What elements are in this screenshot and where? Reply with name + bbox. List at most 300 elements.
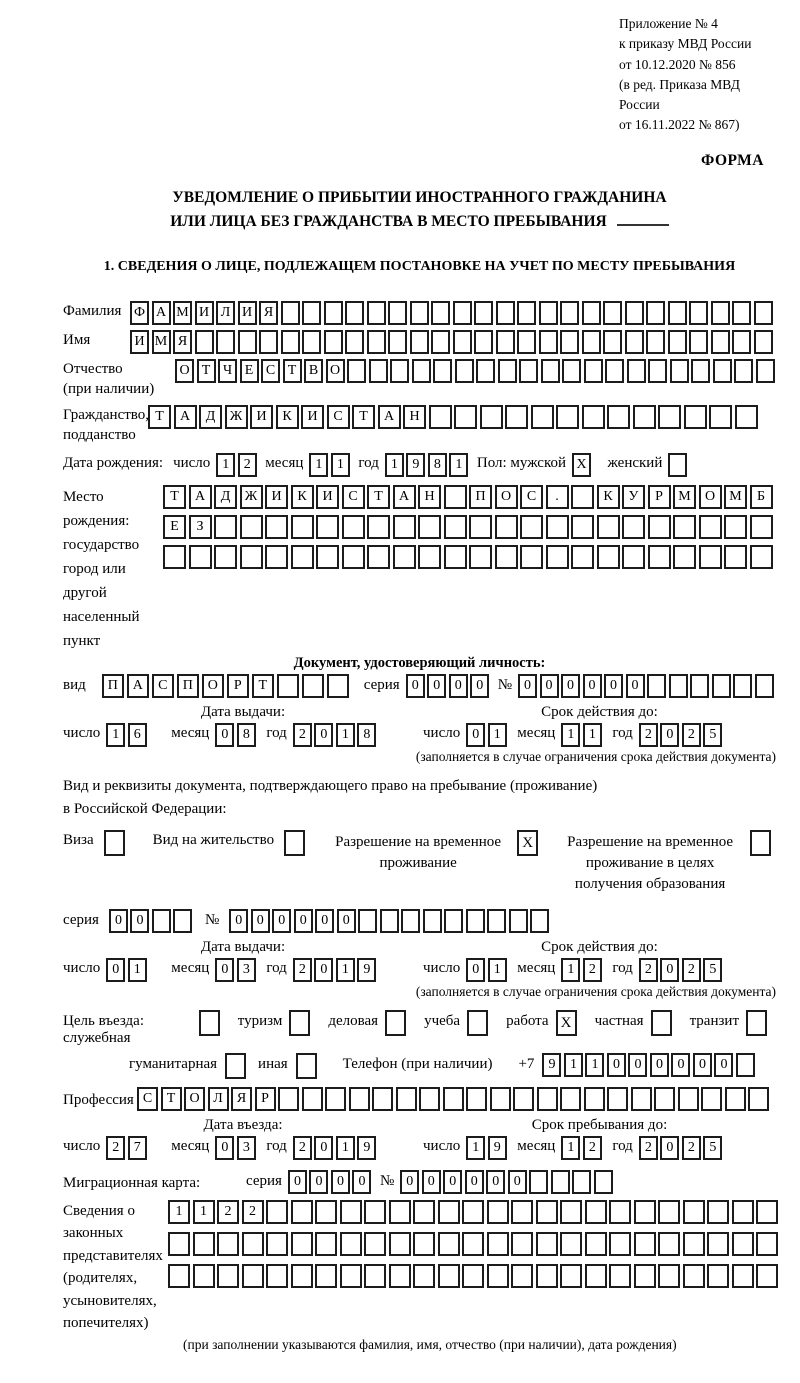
char-cell[interactable]: 0 [466, 723, 485, 747]
char-cell[interactable]: 1 [466, 1136, 485, 1160]
char-cell[interactable] [517, 330, 536, 354]
char-cell[interactable] [340, 1232, 362, 1256]
char-cell[interactable]: 0 [215, 1136, 234, 1160]
purpose-study-checkbox[interactable] [467, 1010, 488, 1036]
char-cell[interactable] [431, 301, 450, 325]
char-cell[interactable] [291, 1264, 313, 1288]
char-cell[interactable] [278, 1087, 299, 1111]
char-cell[interactable] [699, 545, 722, 569]
char-cell[interactable] [369, 359, 388, 383]
char-cell[interactable] [474, 301, 493, 325]
char-cell[interactable] [594, 1170, 613, 1194]
char-cell[interactable] [709, 405, 732, 429]
char-cell[interactable] [634, 1200, 656, 1224]
char-cell[interactable]: Ч [218, 359, 237, 383]
char-cell[interactable] [444, 909, 463, 933]
char-cell[interactable] [340, 1200, 362, 1224]
char-cell[interactable] [712, 674, 731, 698]
char-cell[interactable] [585, 1264, 607, 1288]
char-cell[interactable] [189, 545, 212, 569]
char-cell[interactable] [443, 1087, 464, 1111]
char-cell[interactable]: М [724, 485, 747, 509]
char-cell[interactable] [625, 330, 644, 354]
char-cell[interactable] [302, 301, 321, 325]
char-cell[interactable] [519, 359, 538, 383]
char-cell[interactable] [453, 301, 472, 325]
char-cell[interactable] [689, 301, 708, 325]
char-cell[interactable]: Е [240, 359, 259, 383]
char-cell[interactable] [582, 330, 601, 354]
char-cell[interactable] [476, 359, 495, 383]
char-cell[interactable]: 5 [703, 1136, 722, 1160]
char-cell[interactable] [755, 674, 774, 698]
char-cell[interactable] [668, 301, 687, 325]
char-cell[interactable]: О [326, 359, 345, 383]
char-cell[interactable] [462, 1200, 484, 1224]
char-cell[interactable]: С [520, 485, 543, 509]
char-cell[interactable]: 0 [315, 909, 334, 933]
char-cell[interactable]: С [137, 1087, 158, 1111]
char-cell[interactable] [413, 1200, 435, 1224]
char-cell[interactable] [585, 1200, 607, 1224]
char-cell[interactable]: П [469, 485, 492, 509]
char-cell[interactable] [495, 515, 518, 539]
char-cell[interactable]: 0 [337, 909, 356, 933]
char-cell[interactable]: 1 [449, 453, 468, 477]
char-cell[interactable] [754, 330, 773, 354]
char-cell[interactable] [393, 545, 416, 569]
char-cell[interactable]: 1 [561, 958, 580, 982]
char-cell[interactable] [265, 515, 288, 539]
char-cell[interactable] [750, 545, 773, 569]
char-cell[interactable]: 1 [336, 1136, 355, 1160]
char-cell[interactable]: 0 [215, 723, 234, 747]
char-cell[interactable] [364, 1200, 386, 1224]
char-cell[interactable]: 1 [331, 453, 350, 477]
char-cell[interactable]: 0 [693, 1053, 712, 1077]
char-cell[interactable]: 2 [639, 958, 658, 982]
char-cell[interactable] [511, 1200, 533, 1224]
char-cell[interactable]: Д [214, 485, 237, 509]
char-cell[interactable] [364, 1232, 386, 1256]
char-cell[interactable]: Н [418, 485, 441, 509]
purpose-humanitarian-checkbox[interactable] [225, 1053, 246, 1079]
char-cell[interactable] [388, 301, 407, 325]
char-cell[interactable] [168, 1264, 190, 1288]
char-cell[interactable] [625, 301, 644, 325]
char-cell[interactable]: . [546, 485, 569, 509]
char-cell[interactable]: 1 [583, 723, 602, 747]
char-cell[interactable] [266, 1264, 288, 1288]
sex-male-checkbox[interactable]: X [572, 453, 591, 477]
char-cell[interactable] [647, 674, 666, 698]
char-cell[interactable]: 0 [352, 1170, 371, 1194]
char-cell[interactable] [419, 1087, 440, 1111]
char-cell[interactable] [217, 1232, 239, 1256]
char-cell[interactable] [756, 1264, 778, 1288]
char-cell[interactable]: 0 [422, 1170, 441, 1194]
char-cell[interactable] [302, 674, 324, 698]
char-cell[interactable] [505, 405, 528, 429]
char-cell[interactable] [735, 405, 758, 429]
char-cell[interactable] [214, 515, 237, 539]
char-cell[interactable] [487, 1232, 509, 1256]
char-cell[interactable]: К [276, 405, 299, 429]
char-cell[interactable]: 1 [309, 453, 328, 477]
char-cell[interactable] [487, 1200, 509, 1224]
char-cell[interactable] [173, 909, 192, 933]
char-cell[interactable] [401, 909, 420, 933]
char-cell[interactable] [756, 359, 775, 383]
char-cell[interactable] [530, 909, 549, 933]
char-cell[interactable]: 0 [470, 674, 489, 698]
char-cell[interactable]: Т [161, 1087, 182, 1111]
char-cell[interactable] [691, 359, 710, 383]
char-cell[interactable] [345, 330, 364, 354]
char-cell[interactable] [259, 330, 278, 354]
char-cell[interactable]: 0 [272, 909, 291, 933]
char-cell[interactable] [707, 1264, 729, 1288]
char-cell[interactable] [393, 515, 416, 539]
char-cell[interactable] [342, 545, 365, 569]
char-cell[interactable] [240, 545, 263, 569]
char-cell[interactable]: 5 [703, 958, 722, 982]
char-cell[interactable] [496, 301, 515, 325]
char-cell[interactable]: 2 [238, 453, 257, 477]
char-cell[interactable] [707, 1200, 729, 1224]
char-cell[interactable]: Р [227, 674, 249, 698]
char-cell[interactable]: Т [352, 405, 375, 429]
char-cell[interactable] [367, 545, 390, 569]
char-cell[interactable]: 8 [428, 453, 447, 477]
char-cell[interactable] [291, 545, 314, 569]
char-cell[interactable] [603, 301, 622, 325]
char-cell[interactable] [658, 405, 681, 429]
char-cell[interactable]: 6 [128, 723, 147, 747]
char-cell[interactable]: 2 [293, 1136, 312, 1160]
char-cell[interactable]: 0 [660, 723, 679, 747]
char-cell[interactable] [487, 909, 506, 933]
char-cell[interactable]: 0 [561, 674, 580, 698]
char-cell[interactable]: 2 [583, 1136, 602, 1160]
char-cell[interactable]: 5 [703, 723, 722, 747]
char-cell[interactable]: 0 [626, 674, 645, 698]
char-cell[interactable] [389, 1200, 411, 1224]
char-cell[interactable] [462, 1232, 484, 1256]
char-cell[interactable] [556, 405, 579, 429]
char-cell[interactable] [634, 1264, 656, 1288]
char-cell[interactable] [413, 1264, 435, 1288]
char-cell[interactable]: Р [255, 1087, 276, 1111]
char-cell[interactable] [684, 405, 707, 429]
char-cell[interactable]: 0 [106, 958, 125, 982]
char-cell[interactable]: 1 [193, 1200, 215, 1224]
char-cell[interactable] [607, 405, 630, 429]
char-cell[interactable]: 2 [639, 723, 658, 747]
char-cell[interactable] [541, 359, 560, 383]
char-cell[interactable] [517, 301, 536, 325]
char-cell[interactable]: 1 [585, 1053, 604, 1077]
char-cell[interactable] [585, 1232, 607, 1256]
char-cell[interactable]: Т [163, 485, 186, 509]
char-cell[interactable] [531, 405, 554, 429]
char-cell[interactable] [193, 1232, 215, 1256]
char-cell[interactable]: У [622, 485, 645, 509]
char-cell[interactable] [631, 1087, 652, 1111]
char-cell[interactable] [438, 1200, 460, 1224]
char-cell[interactable] [634, 1232, 656, 1256]
char-cell[interactable]: О [202, 674, 224, 698]
char-cell[interactable] [380, 909, 399, 933]
char-cell[interactable] [560, 1264, 582, 1288]
temp-residence-checkbox[interactable]: X [517, 830, 538, 856]
char-cell[interactable] [466, 1087, 487, 1111]
char-cell[interactable]: 1 [336, 958, 355, 982]
char-cell[interactable]: Л [208, 1087, 229, 1111]
char-cell[interactable]: 0 [229, 909, 248, 933]
char-cell[interactable] [560, 1200, 582, 1224]
char-cell[interactable] [582, 301, 601, 325]
char-cell[interactable] [707, 1232, 729, 1256]
char-cell[interactable] [367, 301, 386, 325]
char-cell[interactable] [725, 1087, 746, 1111]
char-cell[interactable] [410, 330, 429, 354]
purpose-work-checkbox[interactable]: X [556, 1010, 577, 1036]
char-cell[interactable] [520, 515, 543, 539]
char-cell[interactable] [732, 1264, 754, 1288]
char-cell[interactable] [315, 1232, 337, 1256]
char-cell[interactable] [539, 301, 558, 325]
char-cell[interactable] [242, 1232, 264, 1256]
char-cell[interactable]: 1 [488, 958, 507, 982]
char-cell[interactable] [496, 330, 515, 354]
char-cell[interactable]: О [184, 1087, 205, 1111]
char-cell[interactable]: Я [231, 1087, 252, 1111]
char-cell[interactable] [646, 330, 665, 354]
char-cell[interactable]: К [291, 485, 314, 509]
char-cell[interactable] [469, 515, 492, 539]
char-cell[interactable] [367, 515, 390, 539]
char-cell[interactable]: Т [197, 359, 216, 383]
char-cell[interactable] [358, 909, 377, 933]
purpose-business-checkbox[interactable] [385, 1010, 406, 1036]
char-cell[interactable]: Р [648, 485, 671, 509]
char-cell[interactable]: 0 [607, 1053, 626, 1077]
char-cell[interactable]: 2 [682, 1136, 701, 1160]
char-cell[interactable] [315, 1264, 337, 1288]
char-cell[interactable]: 8 [237, 723, 256, 747]
char-cell[interactable] [340, 1264, 362, 1288]
char-cell[interactable] [562, 359, 581, 383]
char-cell[interactable] [390, 359, 409, 383]
char-cell[interactable]: 8 [357, 723, 376, 747]
char-cell[interactable]: 0 [314, 723, 333, 747]
char-cell[interactable] [724, 515, 747, 539]
char-cell[interactable]: О [495, 485, 518, 509]
char-cell[interactable] [668, 330, 687, 354]
char-cell[interactable]: З [189, 515, 212, 539]
char-cell[interactable] [627, 359, 646, 383]
char-cell[interactable]: О [175, 359, 194, 383]
char-cell[interactable]: 0 [427, 674, 446, 698]
char-cell[interactable]: 0 [518, 674, 537, 698]
char-cell[interactable] [431, 330, 450, 354]
char-cell[interactable]: 9 [406, 453, 425, 477]
residence-permit-checkbox[interactable] [284, 830, 305, 856]
char-cell[interactable]: 9 [542, 1053, 561, 1077]
sex-female-checkbox[interactable] [668, 453, 687, 477]
char-cell[interactable]: М [152, 330, 171, 354]
char-cell[interactable] [750, 515, 773, 539]
char-cell[interactable]: Б [750, 485, 773, 509]
char-cell[interactable]: 0 [314, 958, 333, 982]
char-cell[interactable]: И [316, 485, 339, 509]
char-cell[interactable]: 2 [583, 958, 602, 982]
char-cell[interactable]: 0 [331, 1170, 350, 1194]
char-cell[interactable] [584, 1087, 605, 1111]
purpose-other-checkbox[interactable] [296, 1053, 317, 1079]
char-cell[interactable]: 0 [671, 1053, 690, 1077]
char-cell[interactable]: С [261, 359, 280, 383]
char-cell[interactable] [513, 1087, 534, 1111]
char-cell[interactable]: 3 [237, 1136, 256, 1160]
char-cell[interactable]: П [177, 674, 199, 698]
char-cell[interactable]: 3 [237, 958, 256, 982]
char-cell[interactable]: 0 [540, 674, 559, 698]
char-cell[interactable] [367, 330, 386, 354]
char-cell[interactable] [217, 1264, 239, 1288]
char-cell[interactable] [242, 1264, 264, 1288]
char-cell[interactable]: О [699, 485, 722, 509]
char-cell[interactable] [584, 359, 603, 383]
char-cell[interactable] [266, 1200, 288, 1224]
char-cell[interactable] [364, 1264, 386, 1288]
visa-checkbox[interactable] [104, 830, 125, 856]
char-cell[interactable]: И [265, 485, 288, 509]
char-cell[interactable]: 2 [682, 723, 701, 747]
char-cell[interactable] [733, 674, 752, 698]
char-cell[interactable]: 9 [357, 1136, 376, 1160]
char-cell[interactable] [607, 1087, 628, 1111]
char-cell[interactable] [281, 330, 300, 354]
char-cell[interactable]: 1 [488, 723, 507, 747]
char-cell[interactable] [498, 359, 517, 383]
char-cell[interactable]: 0 [465, 1170, 484, 1194]
char-cell[interactable]: И [238, 301, 257, 325]
char-cell[interactable]: 0 [583, 674, 602, 698]
char-cell[interactable]: 0 [215, 958, 234, 982]
char-cell[interactable] [469, 545, 492, 569]
purpose-tourism-checkbox[interactable] [289, 1010, 310, 1036]
char-cell[interactable] [546, 515, 569, 539]
char-cell[interactable]: 0 [294, 909, 313, 933]
char-cell[interactable] [438, 1232, 460, 1256]
char-cell[interactable]: А [378, 405, 401, 429]
char-cell[interactable]: 0 [400, 1170, 419, 1194]
char-cell[interactable] [756, 1232, 778, 1256]
char-cell[interactable] [474, 330, 493, 354]
char-cell[interactable] [490, 1087, 511, 1111]
char-cell[interactable] [689, 330, 708, 354]
char-cell[interactable] [193, 1264, 215, 1288]
char-cell[interactable] [551, 1170, 570, 1194]
char-cell[interactable]: Л [216, 301, 235, 325]
char-cell[interactable] [315, 1200, 337, 1224]
char-cell[interactable]: 2 [293, 958, 312, 982]
char-cell[interactable]: Ф [130, 301, 149, 325]
char-cell[interactable] [748, 1087, 769, 1111]
char-cell[interactable] [537, 1087, 558, 1111]
char-cell[interactable] [683, 1232, 705, 1256]
char-cell[interactable] [216, 330, 235, 354]
char-cell[interactable] [388, 330, 407, 354]
char-cell[interactable]: 0 [251, 909, 270, 933]
char-cell[interactable] [324, 330, 343, 354]
char-cell[interactable]: 1 [128, 958, 147, 982]
char-cell[interactable]: И [301, 405, 324, 429]
char-cell[interactable] [462, 1264, 484, 1288]
char-cell[interactable]: 0 [714, 1053, 733, 1077]
char-cell[interactable]: 1 [385, 453, 404, 477]
char-cell[interactable] [325, 1087, 346, 1111]
char-cell[interactable] [396, 1087, 417, 1111]
char-cell[interactable] [646, 301, 665, 325]
char-cell[interactable] [754, 301, 773, 325]
char-cell[interactable]: 2 [217, 1200, 239, 1224]
char-cell[interactable] [539, 330, 558, 354]
char-cell[interactable]: С [152, 674, 174, 698]
char-cell[interactable]: 0 [130, 909, 149, 933]
char-cell[interactable] [291, 1200, 313, 1224]
char-cell[interactable]: 0 [660, 1136, 679, 1160]
char-cell[interactable]: Д [199, 405, 222, 429]
char-cell[interactable] [265, 545, 288, 569]
char-cell[interactable]: Я [259, 301, 278, 325]
char-cell[interactable]: 0 [508, 1170, 527, 1194]
char-cell[interactable]: 0 [406, 674, 425, 698]
char-cell[interactable] [266, 1232, 288, 1256]
char-cell[interactable]: Я [173, 330, 192, 354]
char-cell[interactable] [582, 405, 605, 429]
char-cell[interactable] [466, 909, 485, 933]
char-cell[interactable] [324, 301, 343, 325]
char-cell[interactable]: 2 [242, 1200, 264, 1224]
char-cell[interactable]: Ж [225, 405, 248, 429]
char-cell[interactable]: 2 [682, 958, 701, 982]
char-cell[interactable] [511, 1232, 533, 1256]
char-cell[interactable]: М [173, 301, 192, 325]
char-cell[interactable] [609, 1232, 631, 1256]
char-cell[interactable] [389, 1232, 411, 1256]
char-cell[interactable]: 1 [216, 453, 235, 477]
char-cell[interactable] [520, 545, 543, 569]
purpose-official-checkbox[interactable] [199, 1010, 220, 1036]
char-cell[interactable] [453, 330, 472, 354]
temp-residence-edu-checkbox[interactable] [750, 830, 771, 856]
char-cell[interactable]: 0 [650, 1053, 669, 1077]
char-cell[interactable] [683, 1264, 705, 1288]
char-cell[interactable] [410, 301, 429, 325]
char-cell[interactable] [622, 545, 645, 569]
char-cell[interactable] [418, 545, 441, 569]
char-cell[interactable]: А [127, 674, 149, 698]
char-cell[interactable] [669, 674, 688, 698]
char-cell[interactable]: 1 [561, 723, 580, 747]
char-cell[interactable] [480, 405, 503, 429]
char-cell[interactable] [732, 1200, 754, 1224]
char-cell[interactable]: М [673, 485, 696, 509]
char-cell[interactable] [711, 330, 730, 354]
